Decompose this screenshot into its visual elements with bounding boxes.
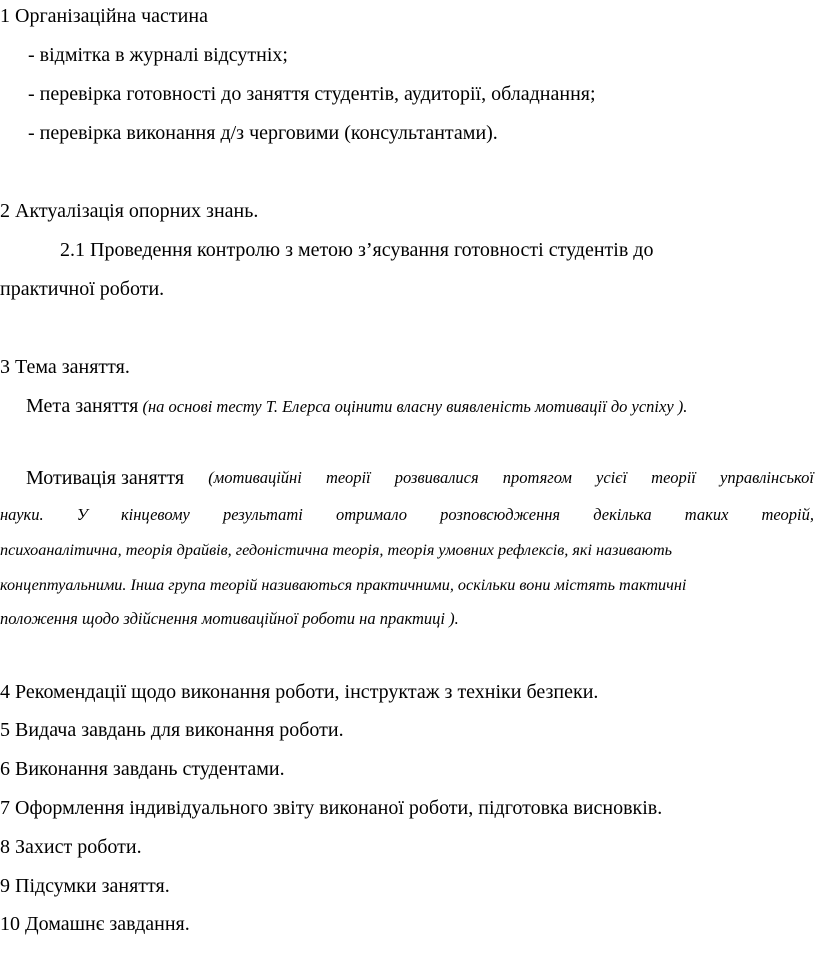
- motivation-label: Мотивація заняття: [26, 467, 185, 489]
- section-1-heading: 1 Організаційна частина: [0, 5, 208, 27]
- section-1-item-3: - перевірка виконання д/з черговими (консультантами).: [28, 122, 498, 144]
- step-5: 5 Видача завдань для виконання роботи.: [0, 719, 344, 741]
- motivation-word: усієї: [596, 468, 628, 487]
- step-10: 10 Домашнє завдання.: [0, 913, 190, 935]
- motivation-line-2: [0, 503, 814, 527]
- section-3-heading: 3 Тема заняття.: [0, 356, 130, 378]
- motivation-word: кінцевому: [120, 505, 190, 524]
- motivation-word: У: [76, 505, 88, 524]
- motivation-word: (мотиваційні: [208, 468, 302, 487]
- goal-text: (на основі тесту Т. Елерса оцінити власну виявленість мотивації до успіху ).: [138, 397, 688, 416]
- motivation-word: розвивалися: [394, 468, 479, 487]
- step-7: 7 Оформлення індивідуального звіту виконаної роботи, підготовка висновків.: [0, 797, 663, 819]
- motivation-word: розповсюдження: [440, 505, 561, 524]
- motivation-word: теорії: [651, 468, 696, 487]
- section-2-heading: 2 Актуалізація опорних знань.: [0, 200, 259, 222]
- step-9: 9 Підсумки заняття.: [0, 875, 170, 897]
- goal-paragraph: [26, 394, 687, 419]
- section-2-sub-line-2: практичної роботи.: [0, 278, 165, 300]
- motivation-word: протягом: [502, 468, 572, 487]
- section-1-item-2: - перевірка готовності до заняття студентів, аудиторії, обладнання;: [28, 83, 596, 105]
- goal-label: Мета заняття: [26, 395, 139, 417]
- motivation-line-1: [26, 466, 814, 490]
- motivation-word: таких: [684, 505, 729, 524]
- motivation-word: результаті: [222, 505, 303, 524]
- motivation-line-5: положення щодо здійснення мотиваційної роботи на практиці ).: [0, 609, 459, 628]
- motivation-word: теорій,: [761, 505, 814, 524]
- step-4: 4 Рекомендації щодо виконання роботи, інструктаж з техніки безпеки.: [0, 681, 599, 703]
- step-6: 6 Виконання завдань студентами.: [0, 758, 285, 780]
- section-2-sub-line-1: 2.1 Проведення контролю з метою з’ясування готовності студентів до: [60, 239, 654, 261]
- motivation-line-4: концептуальними. Інша група теорій називаються практичними, оскільки вони містять тактичні: [0, 576, 687, 594]
- motivation-word: теорії: [325, 468, 371, 487]
- motivation-word: декілька: [593, 505, 652, 524]
- motivation-line-3: психоаналітична, теорія драйвів, гедоністична теорія, теорія умовних рефлексів, які називають: [0, 541, 673, 559]
- motivation-word: отримало: [335, 505, 408, 524]
- section-1-item-1: - відмітка в журналі відсутніх;: [28, 44, 288, 66]
- step-8: 8 Захист роботи.: [0, 836, 142, 858]
- motivation-word: науки.: [0, 505, 44, 524]
- motivation-word: управлінської: [720, 468, 814, 487]
